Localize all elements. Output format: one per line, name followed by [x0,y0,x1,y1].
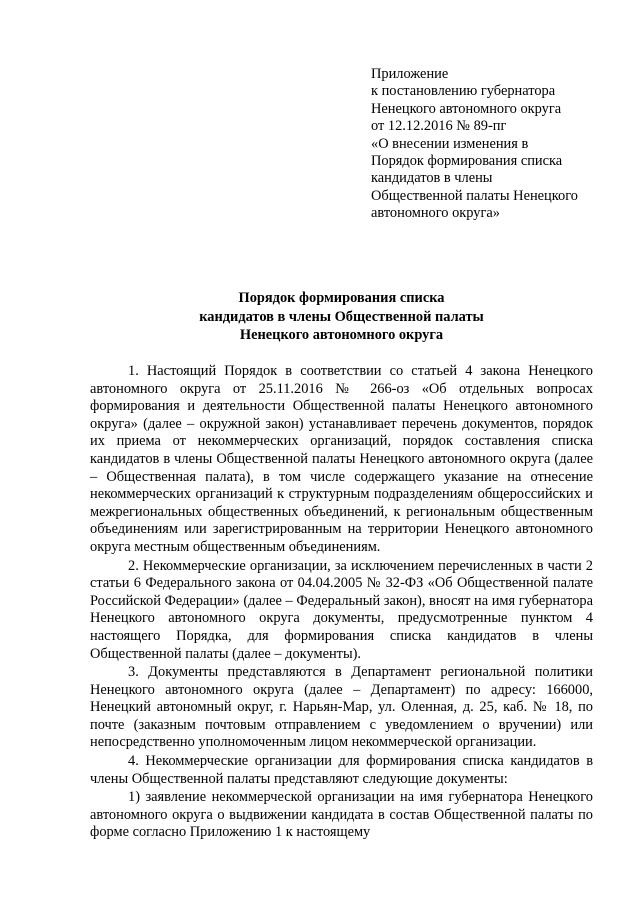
paragraph-3: 3. Документы представляются в Департамент региональной политики Ненецкого автономного округа (далее – Департамент) по адресу: 166000, Ненецкий автономный округ, г. Нарьян-Мар, ул. Оленная, д. 25, каб. № 18, по почте (заказным почтовым отправлением с уведомлением о вручении) или непосредственно уполномоченным лицом некоммерческой организации. [90,664,593,751]
appendix-line: к постановлению губернатора [371,83,556,100]
title-line: Порядок формирования списка [238,290,445,306]
appendix-line: Порядок формирования списка [371,153,563,170]
title-line: кандидатов в члены Общественной палаты [199,308,484,325]
paragraph-4-item-1: 1) заявление некоммерческой организации на имя губернатора Ненецкого автономного округа о выдвижении кандидата в состав Общественной палаты по форме согласно Приложению 1 к настоящему [90,789,593,841]
appendix-line: Общественной палаты Ненецкого [371,187,578,204]
title-line: Ненецкого автономного округа [239,327,444,343]
appendix-line: Ненецкого автономного округа [371,100,562,117]
appendix-line: Приложение [371,66,449,82]
appendix-line: автономного округа» [371,205,500,222]
paragraph-2: 2. Некоммерческие организации, за исключением перечисленных в части 2 статьи 6 Федерального закона от 04.04.2005 № 32-ФЗ «Об Общественной палате Российской Федерации» (далее – Федеральный закон), вносят на имя губернатора Ненецкого автономного округа документы, предусмотренные пунктом 4 настоящего Порядка, для формирования списка кандидатов в члены Общественной палаты (далее – документы). [90,557,593,662]
document-title [90,289,593,345]
paragraph-4: 4. Некоммерческие организации для формирования списка кандидатов в члены Общественной палаты представляют следующие документы: [90,753,593,787]
appendix-block [371,66,611,223]
appendix-line: «О внесении изменения в [371,135,529,152]
paragraph-1: 1. Настоящий Порядок в соответствии со статьей 4 закона Ненецкого автономного округа от 25.11.2016 № 266-оз «Об отдельных вопросах формирования и деятельности Общественной палаты Ненецкого автономного округа» (далее – окружной закон) устанавливает перечень документов, порядок их приема от некоммерческих организаций, порядок составления списка кандидатов в члены Общественной палаты Ненецкого автономного округа (далее – Общественная палата), в том числе содержащего указание на отнесение некоммерческих организаций к структурным подразделениям общероссийских и межрегиональных общественных объединений, к региональным общественным объединениям или зарегистрированным на территории Ненецкого автономного округа местным общественным объединениям. [90,363,593,555]
appendix-line: от 12.12.2016 № 89-пг [371,118,507,135]
appendix-line: кандидатов в члены [371,170,493,187]
document-body [90,363,593,843]
